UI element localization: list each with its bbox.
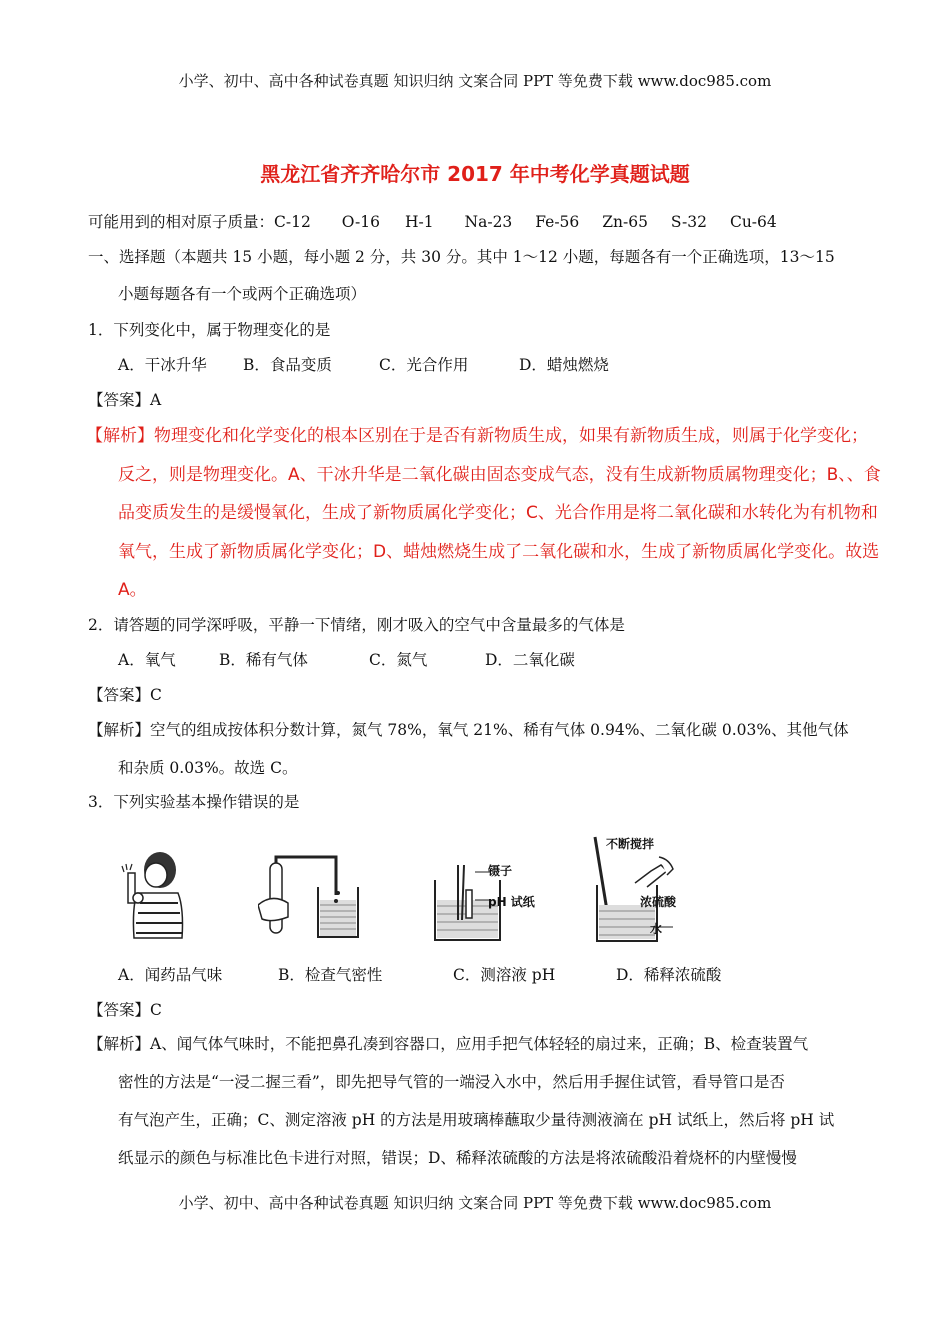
mass-o: O-16 <box>341 213 381 231</box>
mass-cu: Cu-64 <box>729 213 777 231</box>
q1-answer: 【答案】A <box>88 391 162 409</box>
mass-s: S-32 <box>670 213 708 231</box>
label-stir: 不断搅拌 <box>606 837 655 851</box>
section-heading-cont: 小题每题各有一个或两个正确选项） <box>118 285 367 303</box>
q1-option-a: A．干冰升华 <box>118 356 207 374</box>
q2-answer: 【答案】C <box>88 686 162 704</box>
q1-option-c: C．光合作用 <box>379 356 469 374</box>
q2-option-d: D．二氧化碳 <box>485 651 575 669</box>
mass-zn: Zn-65 <box>602 213 648 231</box>
q3-analysis-line: 有气泡产生，正确；C、测定溶液 pH 的方法是用玻璃棒蘸取少量待测液滴在 pH 试纸上，然后将 pH 试 <box>118 1111 835 1129</box>
q3-analysis-line: 【解析】A、闻气体气味时，不能把鼻孔凑到容器口，应用手把气体轻轻的扇过来，正确；B、检查装置气 <box>88 1035 809 1053</box>
q2-analysis-line: 【解析】空气的组成按体积分数计算，氮气 78%，氧气 21%、稀有气体 0.94%、二氧化碳 0.03%、其他气体 <box>88 721 849 739</box>
q3-option-d: D．稀释浓硫酸 <box>616 966 722 984</box>
q2-option-c: C．氮气 <box>369 651 428 669</box>
atomic-masses-label: 可能用到的相对原子质量： <box>88 213 275 231</box>
label-water: 水 <box>650 922 663 936</box>
figure-airtightness <box>258 845 368 945</box>
mass-h: H-1 <box>404 213 434 231</box>
label-ph-paper: pH 试纸 <box>488 895 535 909</box>
page-header: 小学、初中、高中各种试卷真题 知识归纳 文案合同 PPT 等免费下载 www.doc985.com <box>178 72 772 90</box>
label-acid: 浓硫酸 <box>640 895 677 909</box>
q3-option-a: A．闻药品气味 <box>118 966 223 984</box>
q3-stem: 3．下列实验基本操作错误的是 <box>88 793 300 811</box>
figure-smell-odor <box>112 848 192 943</box>
section-heading: 一、选择题（本题共 15 小题，每小题 2 分，共 30 分。其中 1～12 小题，每题各有一个正确选项，13～15 <box>88 248 835 266</box>
mass-c: C-12 <box>274 213 311 231</box>
q2-option-a: A．氧气 <box>118 651 176 669</box>
q1-stem: 1．下列变化中，属于物理变化的是 <box>88 321 331 339</box>
q1-analysis-line: 反之，则是物理变化。A、干冰升华是二氧化碳由固态变成气态，没有生成新物质属物理变化；B、、食 <box>118 465 881 485</box>
q3-analysis-line: 密性的方法是“一浸二握三看”，即先把导气管的一端浸入水中，然后用手握住试管，看导管口是否 <box>118 1073 785 1091</box>
q1-options <box>118 353 609 375</box>
q1-option-d: D．蜡烛燃烧 <box>519 356 609 374</box>
mass-na: Na-23 <box>464 213 513 231</box>
q2-stem: 2．请答题的同学深呼吸，平静一下情绪，刚才吸入的空气中含量最多的气体是 <box>88 616 625 634</box>
q1-option-b: B．食品变质 <box>243 356 332 374</box>
q3-option-c: C．测溶液 pH <box>453 966 556 984</box>
q3-options <box>118 963 721 985</box>
q2-analysis-line: 和杂质 0.03%。故选 C。 <box>118 759 298 777</box>
label-tweezers: 镊子 <box>488 864 513 878</box>
q3-analysis-line: 纸显示的颜色与标准比色卡进行对照，错误；D、稀释浓硫酸的方法是将浓硫酸沿着烧杯的内壁慢慢 <box>118 1149 797 1167</box>
q1-analysis-line: 氧气，生成了新物质属化学变化；D、蜡烛燃烧生成了二氧化碳和水，生成了新物质属化学变化。故选 <box>118 542 880 562</box>
page-title: 黑龙江省齐齐哈尔市 2017 年中考化学真题试题 <box>260 162 690 186</box>
atomic-masses <box>88 210 777 232</box>
q3-option-b: B．检查气密性 <box>278 966 383 984</box>
q2-option-b: B．稀有气体 <box>219 651 308 669</box>
mass-fe: Fe-56 <box>535 213 580 231</box>
q3-answer: 【答案】C <box>88 1001 162 1019</box>
q1-analysis-line: A。 <box>118 580 147 600</box>
q2-options <box>118 648 575 670</box>
q1-analysis-line: 品变质发生的是缓慢氧化，生成了新物质属化学变化；C、光合作用是将二氧化碳和水转化为有机物和 <box>118 503 878 523</box>
q1-analysis-line: 【解析】物理变化和化学变化的根本区别在于是否有新物质生成，如果有新物质生成，则属于化学变化； <box>86 426 868 446</box>
page-footer: 小学、初中、高中各种试卷真题 知识归纳 文案合同 PPT 等免费下载 www.doc985.com <box>178 1194 772 1212</box>
